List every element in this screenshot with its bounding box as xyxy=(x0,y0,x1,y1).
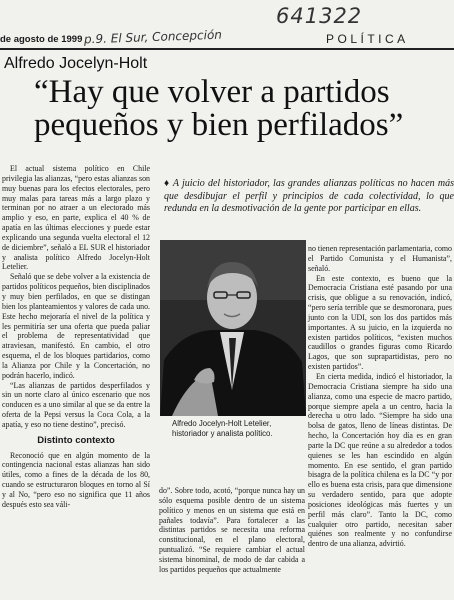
headline: “Hay que volver a partidos pequeños y bien perfilados” xyxy=(34,74,404,143)
handwritten-source-note: p.9. El Sur, Concepción xyxy=(83,27,223,47)
bullet-icon: ♦ xyxy=(164,178,173,189)
body-paragraph: Señaló que se debe volver a la existencia de partidos políticos pequeños, bien disciplinados y muy bien perfilados, en que se distingan bien los planteamientos y valores de cada uno. Este hecho mejoraría el nivel de la política y les permitiría ser una oferta que pueda paliar el problema de representatividad que atraviesan, manifestó. En cambio, el otro esquema, el de los bloques partidarios, como la Alianza por Chile y la Concertación, no podrán hacerlo, indicó. xyxy=(2,272,150,380)
body-paragraph: En cierta medida, indicó el historiador, la Democracia Cristiana siempre ha sido una alianza, como una especie de macro partido, porque siempre apela a un centro, hacia la derecha u otro lado. “Siempre ha sido una bolsa de gatos, lleno de líneas distintas. De hecho, la Concertación hoy día es en gran parte la DC que reúne a su alrededor a todos quienes se les han escindido en algún momento. En ese sentido, el gran partido bisagra de la política chilena es la DC “y por ello es buena esta crisis, para que dimensione su verdadero sentido, para que adopte posiciones ideológicas más fuertes y un perfil más claro”. Tanto la DC, como cualquier otro partido, necesitan saber quiénes son realmente y no confundirse dentro de una alianza, advirtió. xyxy=(308,371,452,549)
portrait-figure xyxy=(160,240,306,416)
body-paragraph: no tienen representación parlamentaria, como el Partido Comunista y el Humanista”, señaló. xyxy=(308,244,452,273)
body-paragraph: El actual sistema político en Chile privilegia las alianzas, “pero estas alianzas son muy buenas para los efectos electorales, pero muy malas para tareas más a largo plazo y terminan por no atraer a un electorado más amplio y eso, en parte, explica el 40 % de apatía en las últimas elecciones y puede estar explicando una segunda vuelta electoral el 12 de diciembre”, señaló a EL SUR el historiador y analista político Alfredo Jocelyn-Holt Letelier. xyxy=(2,164,150,272)
byline: Alfredo Jocelyn-Holt xyxy=(4,55,148,72)
body-column-1 xyxy=(2,164,150,510)
lead-text: A juicio del historiador, las grandes alianzas políticas no hacen más que desdibujar el perfil y principios de cada colectividad, lo que redunda en la desmotivación de la gente por participar en ellas. xyxy=(164,178,454,214)
section-label: POLÍTICA xyxy=(326,32,409,46)
portrait-photo xyxy=(160,240,306,416)
archive-number: 641322 xyxy=(276,4,363,28)
body-paragraph: En este contexto, es bueno que la Democracia Cristiana esté pasando por una crisis, que obligue a su renovación, indicó, “pero sería terrible que se desmoronara, pues junto con la UDI, son los dos partidos más importantes. A su juicio, en la izquierda no existen partidos políticos, “existen muchos caudillos o grandes figuras como Ricardo Lagos, que son suprapartidistas, pero no existen partidos”. xyxy=(308,273,452,372)
body-column-3 xyxy=(308,244,452,549)
header-rule xyxy=(0,48,454,50)
body-paragraph: Reconoció que en algún momento de la contingencia nacional estas alianzas han sido útiles, como a fines de la década de los 80, cuando se estructuraron bloques en torno al Sí y al No, “pero eso no significa que 11 años después esto sea váli- xyxy=(2,450,150,509)
photo-caption: Alfredo Jocelyn-Holt Letelier, historiador y analista político. xyxy=(172,419,273,438)
lead-summary xyxy=(164,178,454,216)
body-column-2: do”. Sobre todo, acotó, “porque nunca hay un sólo esquema posible dentro de un sistema político y menos en un sistema que está en pañales todavía”. Para fortalecer a las distintas partidos se necesita una reforma constitucional, en el plano electoral, puntualizó. “Se requiere cambiar el actual sistema binominal, de modo de dar cabida a los partidos pequeños que actualmente xyxy=(159,486,305,574)
issue-date: de agosto de 1999 xyxy=(0,34,83,45)
subheading: Distinto contexto xyxy=(37,434,115,446)
body-paragraph: “Las alianzas de partidos desperfilados y sin un norte claro al único escenario que nos conducen es a uno similar al que se da entre la oferta de la Pepsi versus la Coca Cola, a la apatía, y eso no tiene destino”, precisó. xyxy=(2,380,150,429)
